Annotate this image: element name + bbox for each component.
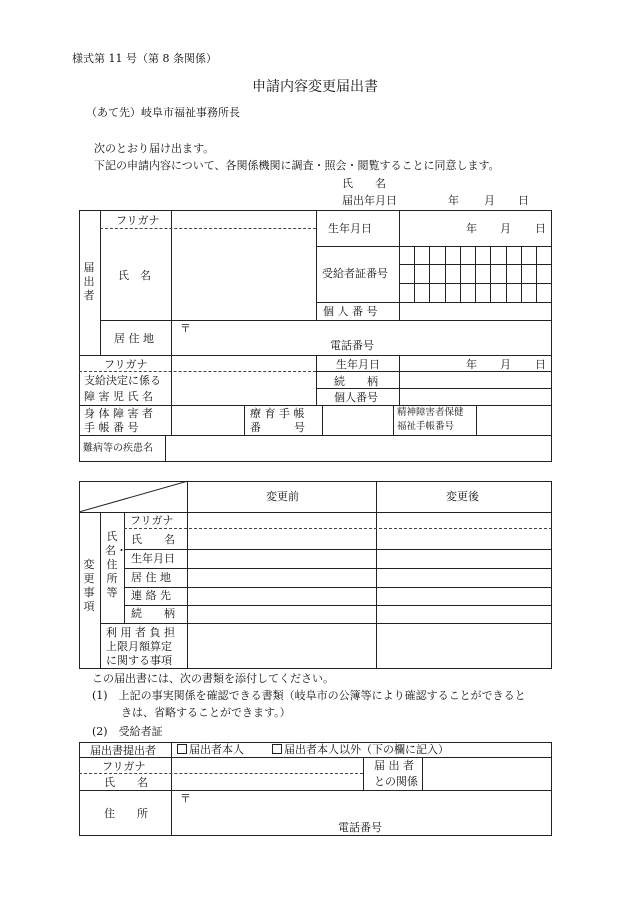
submitter-other-option[interactable]: 届出者本人以外（下の欄に記入） — [272, 744, 449, 756]
notifier-furigana-label: フリガナ — [116, 214, 160, 227]
submitter-postal-mark: 〒 — [180, 792, 191, 805]
notifier-furigana-input[interactable] — [176, 213, 312, 226]
checkbox-other[interactable] — [272, 744, 282, 754]
child-furigana-label: フリガナ — [104, 358, 148, 371]
submitter-self-option[interactable]: 届出者本人 — [177, 744, 244, 756]
date-day: 日 — [518, 194, 529, 207]
submitter-name-label: 氏 名 — [104, 776, 148, 789]
date-year: 年 — [448, 194, 459, 207]
checkbox-self[interactable] — [177, 744, 187, 754]
after-header: 変更後 — [446, 490, 479, 503]
change-row-address: 居 住 地 — [131, 571, 171, 584]
attach-intro: この届出書には、次の書類を添付してください。 — [92, 672, 334, 685]
limit-label-3: に関する事項 — [106, 654, 172, 667]
submitter-address-label: 住 所 — [104, 807, 148, 820]
diagonal-line — [79, 481, 188, 512]
notifier-birth-month: 月 — [500, 222, 511, 235]
child-birthdate-label: 生年月日 — [336, 358, 380, 371]
date-month: 月 — [484, 194, 495, 207]
submitter-relation-label-1: 届 出 者 — [374, 759, 414, 772]
submitter-relation-label-2: との関係 — [374, 775, 418, 788]
notifier-birth-day: 日 — [535, 222, 546, 235]
disease-name-label: 難病等の疾患名 — [83, 443, 153, 454]
child-birth-day: 日 — [535, 358, 546, 371]
change-row-birthdate: 生年月日 — [131, 552, 175, 565]
date-label: 届出年月日 — [342, 194, 397, 207]
intro-line-2: 下記の申請内容について、各関係機関に調査・照会・閲覧することに同意します。 — [94, 159, 500, 172]
attach-item-1a: (1) 上記の事実関係を確認できる書類（岐阜市の公簿等により確認することができると — [92, 689, 526, 702]
attach-item-2: (2) 受給者証 — [92, 725, 163, 738]
child-name-label-1: 支給決定に係る — [84, 374, 161, 387]
mental-handbook-label-1: 精神障害者保健 — [397, 407, 464, 418]
attach-item-1b: きは、省略することができます。） — [121, 706, 291, 719]
before-header: 変更前 — [266, 490, 299, 503]
notifier-birthdate-label: 生年月日 — [328, 222, 372, 235]
intro-line-1: 次のとおり届け出ます。 — [94, 142, 215, 155]
rehab-handbook-label-2: 番 号 — [250, 421, 305, 434]
child-personal-number-label: 個人番号 — [334, 391, 378, 404]
rehab-handbook-label-1: 療 育 手 帳 — [250, 407, 305, 420]
mental-handbook-label-2: 福祉手帳番号 — [397, 421, 455, 432]
page-title: 申請内容変更届出書 — [252, 79, 378, 95]
child-birth-month: 月 — [500, 358, 511, 371]
limit-label-1: 利 用 者 負 担 — [106, 626, 175, 639]
signer-name-label: 氏 名 — [342, 177, 386, 190]
submitter-furigana-label: フリガナ — [102, 760, 146, 773]
notifier-group-label: 届出者 — [83, 261, 95, 302]
notifier-phone-label: 電話番号 — [330, 339, 374, 352]
form-number: 様式第 11 号（第 8 条関係） — [72, 52, 217, 65]
physical-handbook-label-1: 身 体 障 害 者 — [84, 407, 153, 420]
child-name-label-2: 障 害 児 氏 名 — [84, 390, 153, 403]
change-row-furigana: フリガナ — [130, 514, 174, 527]
submitter-phone-label: 電話番号 — [338, 821, 382, 834]
recipient-number-label: 受給者証番号 — [322, 267, 388, 280]
notifier-birth-year: 年 — [466, 222, 477, 235]
postal-mark: 〒 — [180, 322, 191, 335]
change-row-relation: 続 柄 — [131, 607, 175, 620]
personal-number-label: 個 人 番 号 — [323, 305, 378, 318]
addressee: （あて先）岐阜市福祉事務所長 — [86, 106, 240, 119]
child-birth-year: 年 — [466, 358, 477, 371]
limit-label-2: 上限月額算定 — [106, 640, 172, 653]
child-relation-label: 続 柄 — [334, 375, 378, 388]
submitter-label: 届出書提出者 — [90, 744, 156, 757]
change-row-name: 氏 名 — [131, 533, 175, 546]
change-group-label: 変更事項 — [83, 558, 95, 613]
notifier-name-label: 氏 名 — [118, 269, 151, 282]
notifier-name-input[interactable] — [176, 236, 312, 316]
physical-handbook-label-2: 手 帳 番 号 — [84, 421, 139, 434]
change-subgroup-label: 氏名・住所等 — [105, 530, 127, 599]
change-row-contact: 連 絡 先 — [131, 589, 171, 602]
notifier-address-label: 居 住 地 — [114, 332, 154, 345]
